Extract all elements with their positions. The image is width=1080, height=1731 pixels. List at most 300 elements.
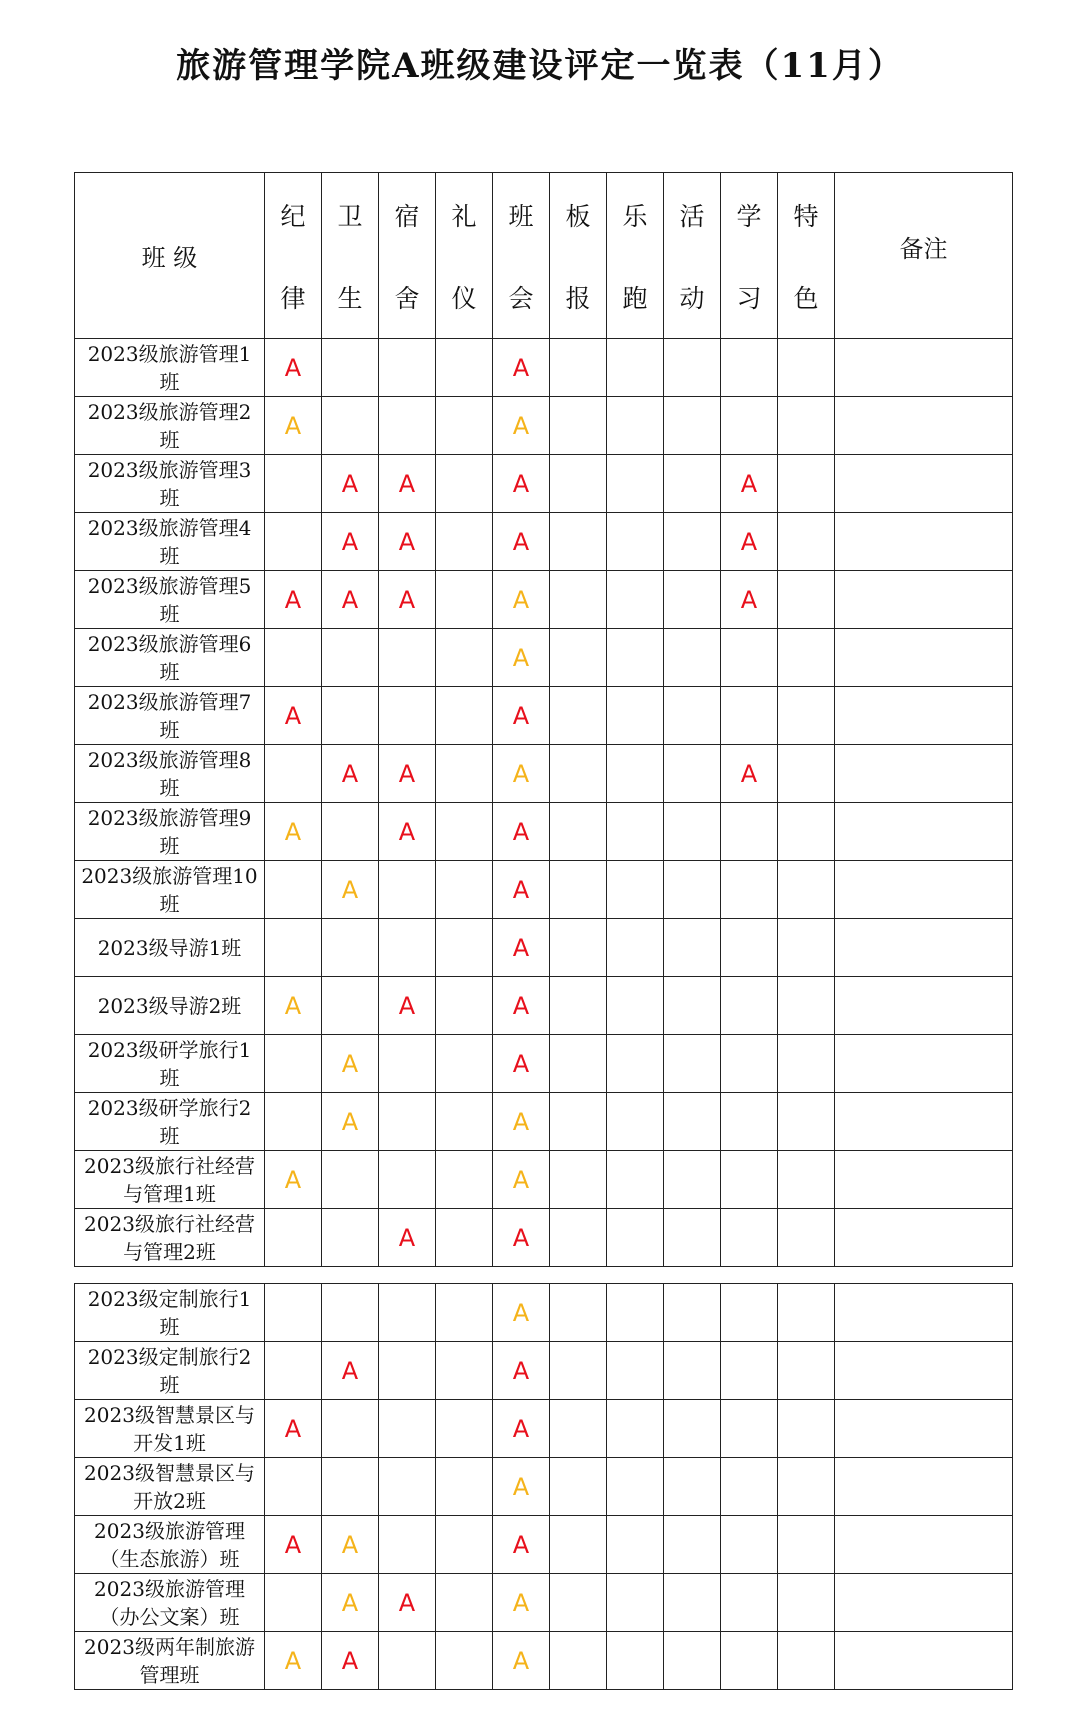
note-cell <box>835 1209 1013 1267</box>
grade-cell <box>664 513 721 571</box>
grade-cell <box>664 687 721 745</box>
note-cell <box>835 1035 1013 1093</box>
grade-mark: A <box>740 759 758 788</box>
table-row <box>75 1284 1013 1342</box>
grade-mark: A <box>512 585 530 614</box>
table-row <box>75 1400 1013 1458</box>
grade-cell <box>436 1209 493 1267</box>
header-row <box>75 173 1013 339</box>
table-row <box>75 1035 1013 1093</box>
grade-cell <box>322 1035 379 1093</box>
note-cell <box>835 1632 1013 1690</box>
grade-cell <box>778 513 835 571</box>
grade-cell <box>778 339 835 397</box>
grade-cell <box>322 687 379 745</box>
table-row <box>75 745 1013 803</box>
grade-mark: A <box>512 353 530 382</box>
table-row <box>75 977 1013 1035</box>
grade-mark: A <box>398 585 416 614</box>
grade-mark: A <box>512 643 530 672</box>
grade-cell <box>322 919 379 977</box>
grade-mark: A <box>512 701 530 730</box>
table-row <box>75 1209 1013 1267</box>
grade-cell <box>493 513 550 571</box>
grade-cell <box>265 687 322 745</box>
grade-mark: A <box>512 527 530 556</box>
grade-cell <box>664 1093 721 1151</box>
category-header-bottom-char: 舍 <box>394 283 420 313</box>
grade-cell <box>379 1151 436 1209</box>
category-header <box>493 173 550 339</box>
grade-cell <box>493 1458 550 1516</box>
grade-cell <box>550 1284 607 1342</box>
note-cell <box>835 1284 1013 1342</box>
grade-cell <box>379 513 436 571</box>
category-header-bottom-char: 仪 <box>451 283 477 313</box>
class-name-cell: 2023级定制旅行2班 <box>75 1342 265 1400</box>
grade-cell <box>493 977 550 1035</box>
grade-mark: A <box>341 1049 359 1078</box>
grade-cell <box>664 803 721 861</box>
grade-cell <box>721 513 778 571</box>
grade-cell <box>721 1400 778 1458</box>
grade-cell <box>550 629 607 687</box>
table-row <box>75 1093 1013 1151</box>
grade-cell <box>778 1632 835 1690</box>
grade-cell <box>322 861 379 919</box>
category-header-top-char: 乐 <box>622 201 648 231</box>
note-cell <box>835 1151 1013 1209</box>
grade-mark: A <box>512 1223 530 1252</box>
grade-mark: A <box>398 1223 416 1252</box>
table-row <box>75 455 1013 513</box>
category-header <box>550 173 607 339</box>
grade-cell <box>436 1458 493 1516</box>
grade-cell <box>322 1574 379 1632</box>
grade-cell <box>265 455 322 513</box>
grade-cell <box>550 513 607 571</box>
grade-mark: A <box>740 469 758 498</box>
grade-cell <box>778 1458 835 1516</box>
grade-cell <box>778 977 835 1035</box>
table-row <box>75 1458 1013 1516</box>
grade-mark: A <box>284 1165 302 1194</box>
grade-cell <box>664 977 721 1035</box>
grade-mark: A <box>512 875 530 904</box>
grade-cell <box>721 803 778 861</box>
grade-cell <box>379 1574 436 1632</box>
note-column-header: 备注 <box>835 173 1013 339</box>
table-row <box>75 629 1013 687</box>
grade-cell <box>664 1151 721 1209</box>
table-row <box>75 1342 1013 1400</box>
grade-cell <box>664 1400 721 1458</box>
grade-cell <box>379 1284 436 1342</box>
grade-cell <box>322 1284 379 1342</box>
grade-cell <box>379 1035 436 1093</box>
class-name-cell: 2023级导游1班 <box>75 919 265 977</box>
grade-cell <box>265 1632 322 1690</box>
grade-cell <box>550 687 607 745</box>
grade-mark: A <box>398 817 416 846</box>
grade-cell <box>322 1342 379 1400</box>
grade-cell <box>493 919 550 977</box>
grade-mark: A <box>740 527 758 556</box>
grade-cell <box>607 1093 664 1151</box>
category-header-top-char: 礼 <box>451 201 477 231</box>
grade-cell <box>664 629 721 687</box>
grade-cell <box>265 1209 322 1267</box>
grade-cell <box>322 1209 379 1267</box>
class-name-cell: 2023级研学旅行1班 <box>75 1035 265 1093</box>
grade-cell <box>265 1151 322 1209</box>
table-row <box>75 339 1013 397</box>
table-row <box>75 1632 1013 1690</box>
category-header-bottom-char: 习 <box>736 283 762 313</box>
category-header-top-char: 卫 <box>337 201 363 231</box>
class-name-cell: 2023级旅游管理6班 <box>75 629 265 687</box>
grade-cell <box>664 745 721 803</box>
table-row <box>75 1574 1013 1632</box>
grade-cell <box>607 455 664 513</box>
grade-cell <box>607 977 664 1035</box>
grade-cell <box>322 1632 379 1690</box>
grade-mark: A <box>284 991 302 1020</box>
grade-cell <box>778 571 835 629</box>
note-cell <box>835 1458 1013 1516</box>
grade-cell <box>265 1342 322 1400</box>
category-header-bottom-char: 跑 <box>622 283 648 313</box>
note-cell <box>835 977 1013 1035</box>
grade-cell <box>664 1209 721 1267</box>
class-name-cell: 2023级旅游管理4班 <box>75 513 265 571</box>
rating-table-part2 <box>74 1283 1013 1690</box>
grade-cell <box>322 1458 379 1516</box>
grade-cell <box>493 1632 550 1690</box>
grade-cell <box>379 1209 436 1267</box>
grade-mark: A <box>284 411 302 440</box>
grade-cell <box>607 1209 664 1267</box>
grade-mark: A <box>398 991 416 1020</box>
grade-mark: A <box>341 1588 359 1617</box>
note-cell <box>835 513 1013 571</box>
grade-cell <box>493 861 550 919</box>
grade-mark: A <box>398 1588 416 1617</box>
grade-cell <box>436 1516 493 1574</box>
grade-cell <box>607 1151 664 1209</box>
note-cell <box>835 1400 1013 1458</box>
grade-cell <box>436 1574 493 1632</box>
grade-cell <box>607 1400 664 1458</box>
category-header-top-char: 板 <box>565 201 591 231</box>
grade-cell <box>493 1284 550 1342</box>
grade-mark: A <box>512 759 530 788</box>
grade-cell <box>493 1516 550 1574</box>
grade-cell <box>664 1284 721 1342</box>
grade-mark: A <box>341 875 359 904</box>
grade-cell <box>550 1458 607 1516</box>
grade-cell <box>721 1284 778 1342</box>
grade-cell <box>436 571 493 629</box>
grade-cell <box>664 339 721 397</box>
grade-cell <box>265 861 322 919</box>
grade-cell <box>265 1516 322 1574</box>
table-row <box>75 1151 1013 1209</box>
grade-cell <box>550 1093 607 1151</box>
grade-mark: A <box>512 1530 530 1559</box>
grade-cell <box>721 687 778 745</box>
grade-cell <box>436 919 493 977</box>
grade-cell <box>607 1632 664 1690</box>
grade-cell <box>493 1151 550 1209</box>
grade-cell <box>379 977 436 1035</box>
class-name-cell: 2023级两年制旅游管理班 <box>75 1632 265 1690</box>
grade-cell <box>607 919 664 977</box>
grade-cell <box>379 339 436 397</box>
grade-cell <box>436 513 493 571</box>
grade-cell <box>721 571 778 629</box>
table-row <box>75 919 1013 977</box>
table-row <box>75 513 1013 571</box>
note-cell <box>835 339 1013 397</box>
grade-mark: A <box>512 933 530 962</box>
grade-cell <box>322 803 379 861</box>
grade-cell <box>493 1574 550 1632</box>
grade-mark: A <box>512 1414 530 1443</box>
table-row <box>75 861 1013 919</box>
grade-cell <box>493 629 550 687</box>
class-name-cell: 2023级旅游管理（生态旅游）班 <box>75 1516 265 1574</box>
grade-cell <box>493 1209 550 1267</box>
grade-cell <box>607 745 664 803</box>
grade-cell <box>493 1035 550 1093</box>
grade-cell <box>436 1400 493 1458</box>
grade-cell <box>322 629 379 687</box>
grade-cell <box>322 571 379 629</box>
grade-cell <box>436 1284 493 1342</box>
grade-cell <box>436 803 493 861</box>
grade-mark: A <box>284 817 302 846</box>
grade-cell <box>379 571 436 629</box>
grade-cell <box>607 861 664 919</box>
class-name-cell: 2023级智慧景区与开放2班 <box>75 1458 265 1516</box>
grade-mark: A <box>512 1107 530 1136</box>
grade-cell <box>265 1035 322 1093</box>
grade-mark: A <box>341 1530 359 1559</box>
grade-cell <box>664 919 721 977</box>
grade-cell <box>379 1093 436 1151</box>
grade-cell <box>550 1516 607 1574</box>
note-cell <box>835 861 1013 919</box>
grade-cell <box>607 687 664 745</box>
grade-mark: A <box>512 991 530 1020</box>
grade-cell <box>607 1458 664 1516</box>
grade-mark: A <box>398 527 416 556</box>
grade-cell <box>607 1284 664 1342</box>
category-header-top-char: 活 <box>679 201 705 231</box>
class-name-cell: 2023级旅游管理1班 <box>75 339 265 397</box>
grade-cell <box>379 1632 436 1690</box>
category-header <box>436 173 493 339</box>
grade-cell <box>607 571 664 629</box>
note-cell <box>835 687 1013 745</box>
class-name-cell: 2023级旅游管理（办公文案）班 <box>75 1574 265 1632</box>
grade-cell <box>664 1035 721 1093</box>
grade-cell <box>664 1342 721 1400</box>
category-header <box>778 173 835 339</box>
grade-mark: A <box>341 1646 359 1675</box>
grade-cell <box>664 1516 721 1574</box>
grade-mark: A <box>512 817 530 846</box>
grade-cell <box>721 919 778 977</box>
grade-cell <box>493 803 550 861</box>
note-cell <box>835 455 1013 513</box>
grade-cell <box>379 687 436 745</box>
category-header <box>721 173 778 339</box>
category-header-bottom-char: 动 <box>679 283 705 313</box>
grade-cell <box>550 977 607 1035</box>
grade-mark: A <box>512 1049 530 1078</box>
grade-cell <box>550 571 607 629</box>
grade-cell <box>607 513 664 571</box>
grade-cell <box>721 745 778 803</box>
grade-cell <box>778 1209 835 1267</box>
grade-cell <box>778 861 835 919</box>
grade-cell <box>778 745 835 803</box>
grade-cell <box>379 455 436 513</box>
grade-cell <box>778 455 835 513</box>
note-cell <box>835 919 1013 977</box>
grade-mark: A <box>512 1588 530 1617</box>
grade-cell <box>778 1284 835 1342</box>
grade-cell <box>322 745 379 803</box>
grade-mark: A <box>284 353 302 382</box>
grade-cell <box>550 1035 607 1093</box>
grade-mark: A <box>512 1298 530 1327</box>
grade-cell <box>778 1574 835 1632</box>
note-cell <box>835 571 1013 629</box>
note-cell <box>835 397 1013 455</box>
grade-cell <box>436 339 493 397</box>
grade-cell <box>265 977 322 1035</box>
grade-mark: A <box>341 585 359 614</box>
grade-cell <box>379 1400 436 1458</box>
grade-mark: A <box>740 585 758 614</box>
class-name-cell: 2023级定制旅行1班 <box>75 1284 265 1342</box>
grade-cell <box>493 455 550 513</box>
grade-cell <box>721 1342 778 1400</box>
grade-cell <box>493 745 550 803</box>
grade-cell <box>322 1516 379 1574</box>
grade-cell <box>322 1093 379 1151</box>
grade-cell <box>265 1284 322 1342</box>
grade-mark: A <box>512 1472 530 1501</box>
category-header <box>265 173 322 339</box>
grade-mark: A <box>284 585 302 614</box>
class-name-cell: 2023级智慧景区与开发1班 <box>75 1400 265 1458</box>
grade-cell <box>265 1093 322 1151</box>
category-header-top-char: 特 <box>793 201 819 231</box>
grade-cell <box>778 803 835 861</box>
grade-cell <box>550 919 607 977</box>
grade-cell <box>436 1342 493 1400</box>
grade-mark: A <box>512 411 530 440</box>
grade-cell <box>436 977 493 1035</box>
grade-mark: A <box>512 1356 530 1385</box>
note-cell <box>835 1574 1013 1632</box>
category-header-top-char: 纪 <box>280 201 306 231</box>
grade-cell <box>607 803 664 861</box>
grade-cell <box>550 1342 607 1400</box>
grade-mark: A <box>341 759 359 788</box>
grade-cell <box>607 1574 664 1632</box>
grade-cell <box>550 455 607 513</box>
grade-cell <box>778 1093 835 1151</box>
grade-cell <box>778 1035 835 1093</box>
category-header-bottom-char: 律 <box>280 283 306 313</box>
grade-cell <box>778 1516 835 1574</box>
grade-cell <box>436 455 493 513</box>
grade-cell <box>664 397 721 455</box>
grade-cell <box>493 1400 550 1458</box>
grade-cell <box>379 919 436 977</box>
grade-cell <box>493 571 550 629</box>
grade-cell <box>322 977 379 1035</box>
grade-cell <box>607 397 664 455</box>
grade-mark: A <box>341 469 359 498</box>
grade-cell <box>550 397 607 455</box>
grade-cell <box>436 687 493 745</box>
grade-cell <box>379 1516 436 1574</box>
grade-cell <box>664 1458 721 1516</box>
class-name-cell: 2023级旅游管理5班 <box>75 571 265 629</box>
class-name-cell: 2023级导游2班 <box>75 977 265 1035</box>
grade-cell <box>322 513 379 571</box>
grade-cell <box>493 339 550 397</box>
grade-mark: A <box>398 759 416 788</box>
grade-cell <box>265 919 322 977</box>
grade-cell <box>721 1093 778 1151</box>
grade-cell <box>265 571 322 629</box>
grade-cell <box>721 861 778 919</box>
grade-cell <box>607 1035 664 1093</box>
grade-mark: A <box>512 469 530 498</box>
grade-cell <box>322 397 379 455</box>
grade-cell <box>436 1151 493 1209</box>
grade-cell <box>379 861 436 919</box>
grade-cell <box>607 1342 664 1400</box>
note-cell <box>835 629 1013 687</box>
grade-cell <box>664 1574 721 1632</box>
grade-mark: A <box>284 1646 302 1675</box>
grade-mark: A <box>398 469 416 498</box>
note-cell <box>835 1516 1013 1574</box>
category-header <box>664 173 721 339</box>
category-header-bottom-char: 会 <box>508 283 534 313</box>
grade-cell <box>379 745 436 803</box>
grade-cell <box>379 397 436 455</box>
grade-cell <box>721 339 778 397</box>
grade-cell <box>265 629 322 687</box>
class-name-cell: 2023级旅游管理9班 <box>75 803 265 861</box>
grade-cell <box>436 745 493 803</box>
grade-mark: A <box>512 1646 530 1675</box>
grade-cell <box>550 1632 607 1690</box>
grade-cell <box>550 1209 607 1267</box>
table-row <box>75 803 1013 861</box>
note-cell <box>835 1342 1013 1400</box>
grade-cell <box>493 1093 550 1151</box>
